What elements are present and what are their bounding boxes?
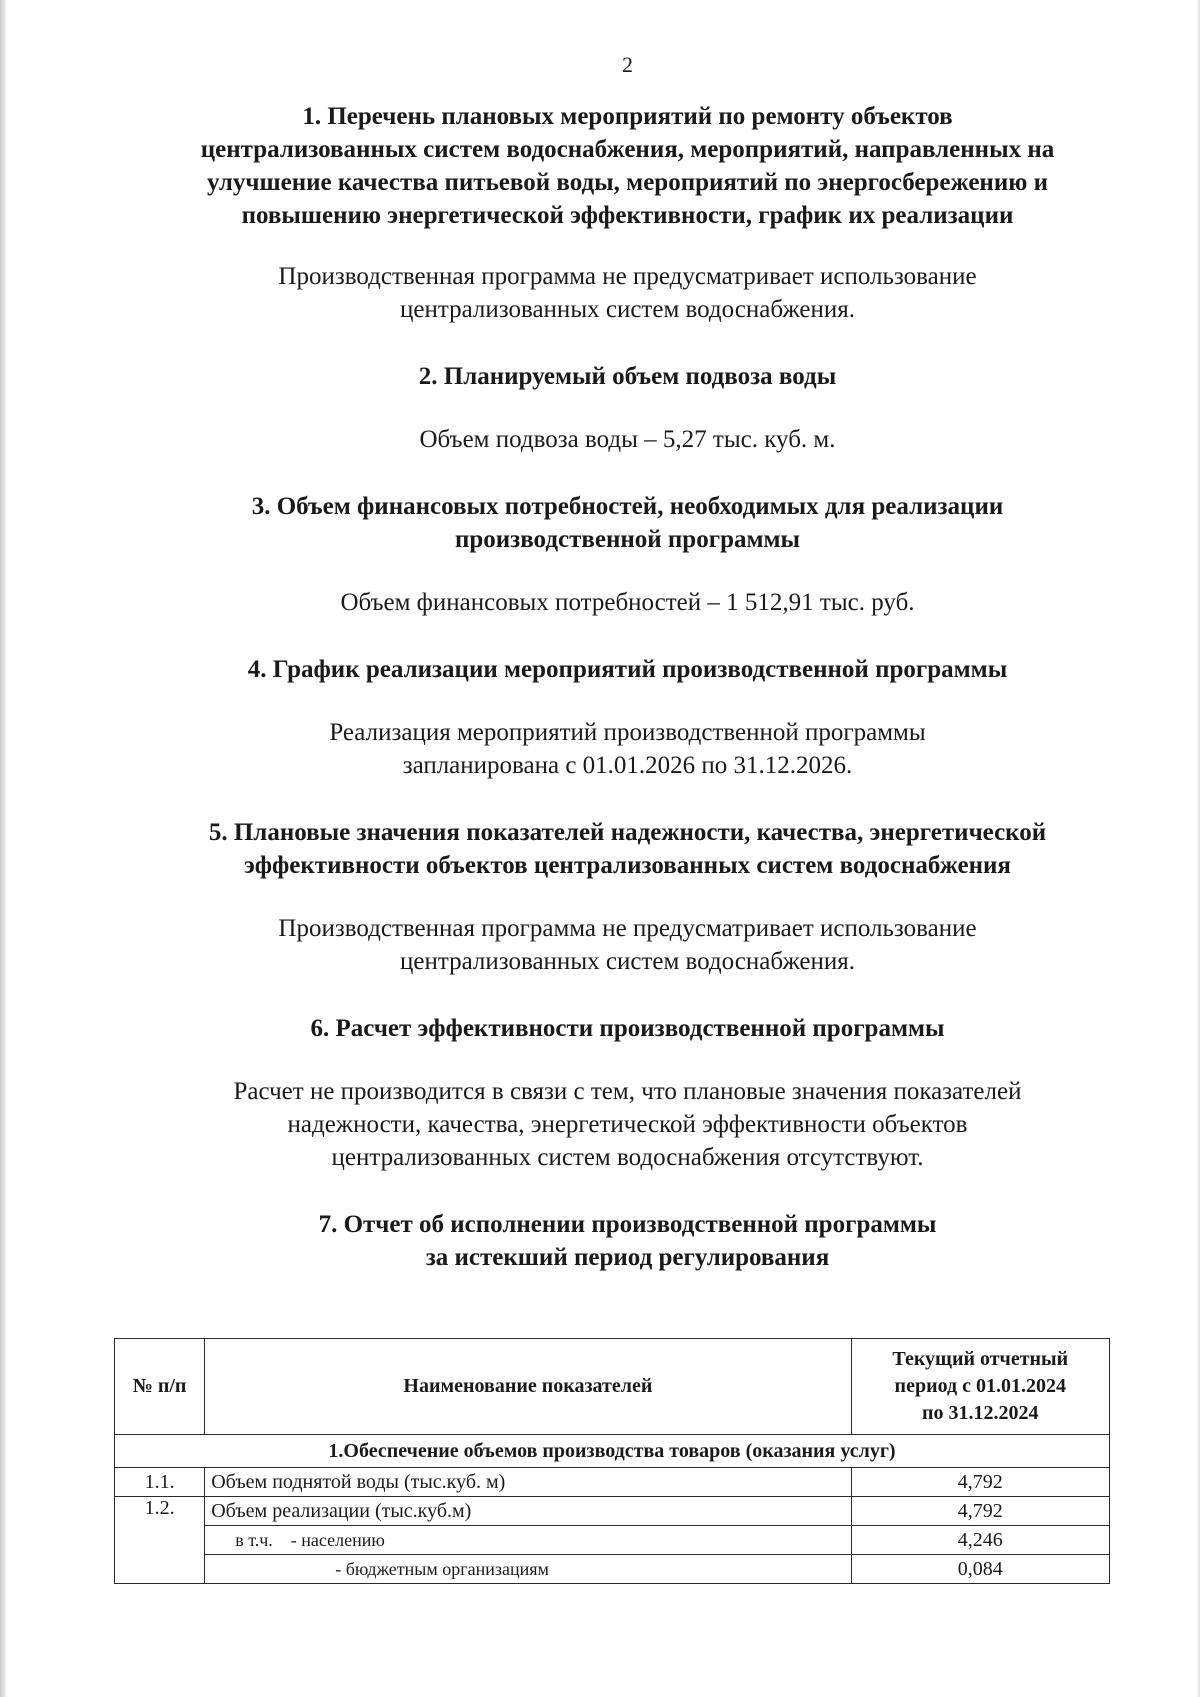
- table-row: [115, 1497, 1110, 1526]
- section-title: 1. Перечень плановых мероприятий по ремонту объектов: [302, 103, 953, 130]
- section-body: Реализация мероприятий производственной программы: [329, 719, 926, 746]
- page-number: 2: [622, 52, 633, 77]
- header-num: № п/п: [115, 1339, 205, 1435]
- row-num: 1.2.: [115, 1497, 205, 1584]
- section-body: централизованных систем водоснабжения отсутствуют.: [331, 1144, 924, 1171]
- header-period-line: период с 01.01.2024: [894, 1375, 1067, 1397]
- section-title: 6. Расчет эффективности производственной программы: [310, 1015, 945, 1042]
- section-2: [140, 360, 1115, 456]
- section-7: [140, 1208, 1115, 1274]
- section-body: надежности, качества, энергетической эффективности объектов: [287, 1111, 968, 1138]
- section-title: 2. Планируемый объем подвоза воды: [418, 363, 837, 390]
- table-header-row: [115, 1339, 1110, 1435]
- row-value: 0,084: [851, 1555, 1109, 1584]
- section-title: эффективности объектов централизованных систем водоснабжения: [244, 852, 1011, 879]
- section-title: 7. Отчет об исполнении производственной программы: [318, 1211, 937, 1238]
- table-section-title: 1.Обеспечение объемов производства товаров (оказания услуг): [115, 1435, 1110, 1468]
- section-body: Объем подвоза воды – 5,27 тыс. куб. м.: [419, 426, 836, 453]
- section-3: [140, 490, 1115, 619]
- table-row: [115, 1468, 1110, 1497]
- scan-edge-right: [1196, 0, 1200, 1697]
- section-1: [140, 100, 1115, 326]
- section-title: централизованных систем водоснабжения, мероприятий, направленных на: [200, 136, 1055, 163]
- header-period: [851, 1339, 1109, 1435]
- header-name: Наименование показателей: [205, 1339, 851, 1435]
- row-value: 4,792: [851, 1468, 1109, 1497]
- section-title: улучшение качества питьевой воды, мероприятий по энергосбережению и: [206, 169, 1048, 196]
- section-title: повышению энергетической эффективности, график их реализации: [241, 202, 1014, 229]
- section-body: Расчет не производится в связи с тем, что плановые значения показателей: [233, 1078, 1022, 1105]
- row-value: 4,792: [851, 1497, 1109, 1526]
- section-body: централизованных систем водоснабжения.: [400, 948, 855, 975]
- section-title: за истекший период регулирования: [425, 1244, 830, 1271]
- scan-edge-left: [0, 0, 6, 1697]
- section-body: Производственная программа не предусматривает использование: [278, 915, 977, 942]
- report-table: [114, 1338, 1110, 1584]
- document-content: [140, 100, 1115, 1274]
- table-row: [115, 1526, 1110, 1555]
- section-6: [140, 1012, 1115, 1174]
- header-period-line: по 31.12.2024: [922, 1402, 1039, 1424]
- section-title: 3. Объем финансовых потребностей, необходимых для реализации: [251, 493, 1004, 520]
- section-title: производственной программы: [454, 526, 801, 553]
- row-num: 1.1.: [115, 1468, 205, 1497]
- section-4: [140, 653, 1115, 782]
- section-body: запланирована с 01.01.2026 по 31.12.2026.: [402, 752, 853, 779]
- section-body: Производственная программа не предусматривает использование: [278, 263, 977, 290]
- section-body: Объем финансовых потребностей – 1 512,91 тыс. руб.: [340, 589, 915, 616]
- row-name: в т.ч. - населению: [205, 1526, 851, 1555]
- table-section-row: [115, 1435, 1110, 1468]
- table-row: [115, 1555, 1110, 1584]
- row-name: - бюджетным организациям: [205, 1555, 851, 1584]
- row-name: Объем поднятой воды (тыс.куб. м): [205, 1468, 851, 1497]
- section-body: централизованных систем водоснабжения.: [400, 296, 855, 323]
- header-period-line: Текущий отчетный: [892, 1348, 1069, 1370]
- row-value: 4,246: [851, 1526, 1109, 1555]
- row-name: Объем реализации (тыс.куб.м): [205, 1497, 851, 1526]
- section-title: 5. Плановые значения показателей надежности, качества, энергетической: [208, 819, 1047, 846]
- section-5: [140, 816, 1115, 978]
- section-title: 4. График реализации мероприятий производственной программы: [247, 656, 1008, 683]
